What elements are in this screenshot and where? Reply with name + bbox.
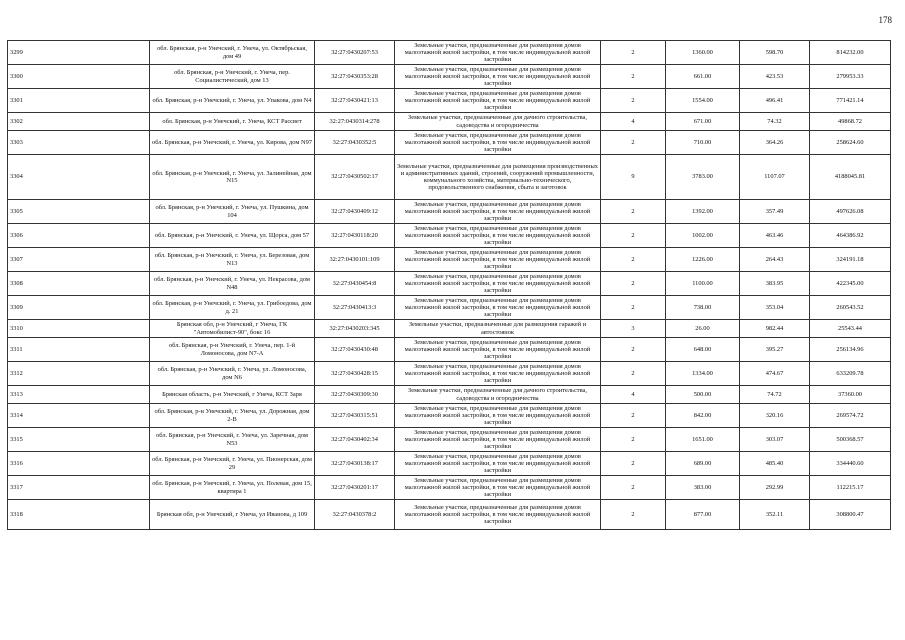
cadastral-number-cell: 32:27:0430402:34 — [315, 428, 395, 452]
specific-value-cell: 982.44 — [740, 320, 810, 338]
address-cell: обл. Брянская, р-н Унечский, г. Унеча, ул. Ломоносова, дом N6 — [150, 362, 315, 386]
cadastral-value-cell: 500368.57 — [810, 428, 891, 452]
specific-value-cell: 395.27 — [740, 338, 810, 362]
area-cell: 1100.00 — [666, 272, 740, 296]
row-number: 3305 — [8, 200, 150, 224]
address-cell: обл. Брянская, р-н Унечский, г. Унеча, ул. Некрасова, дом N48 — [150, 272, 315, 296]
cadastral-number-cell: 32:27:0430203:345 — [315, 320, 395, 338]
cadastral-number-cell: 32:27:0430201:17 — [315, 476, 395, 500]
specific-value-cell: 264.43 — [740, 248, 810, 272]
address-cell: обл. Брянская, р-н Унечский, г. Унеча, ул. Октябрьская, дом 49 — [150, 41, 315, 65]
group-number-cell: 3 — [601, 320, 666, 338]
cadastral-number-cell: 32:27:0430413:3 — [315, 296, 395, 320]
permitted-use-cell: Земельные участки, предназначенные для размещения домов малоэтажной жилой застройки, в том числе индивидуальной жилой застройки — [395, 131, 601, 155]
cadastral-number-cell: 32:27:0430502:17 — [315, 155, 395, 200]
address-cell: обл. Брянская, р-н Унечский, г. Унеча, КСТ Рассвет — [150, 113, 315, 131]
group-number-cell: 2 — [601, 89, 666, 113]
table-row — [8, 452, 891, 476]
group-number-cell: 2 — [601, 452, 666, 476]
cadastral-number-cell: 32:27:0430353:28 — [315, 65, 395, 89]
row-number: 3313 — [8, 386, 150, 404]
cadastral-value-cell: 269574.72 — [810, 404, 891, 428]
row-number: 3314 — [8, 404, 150, 428]
specific-value-cell: 357.49 — [740, 200, 810, 224]
table-row — [8, 386, 891, 404]
address-cell: обл. Брянская, р-н Унечский, г. Унеча, ул. Пионерская, дом 29 — [150, 452, 315, 476]
area-cell: 661.00 — [666, 65, 740, 89]
cadastral-number-cell: 32:27:0430101:109 — [315, 248, 395, 272]
cadastral-value-cell: 771421.14 — [810, 89, 891, 113]
address-cell: обл. Брянская, р-н Унечский, г. Унеча, ул. Полевая, дом 15, квартира 1 — [150, 476, 315, 500]
permitted-use-cell: Земельные участки, предназначенные для размещения домов малоэтажной жилой застройки, в том числе индивидуальной жилой застройки — [395, 224, 601, 248]
table-row — [8, 224, 891, 248]
area-cell: 3783.00 — [666, 155, 740, 200]
group-number-cell: 2 — [601, 362, 666, 386]
table-row — [8, 428, 891, 452]
specific-value-cell: 485.40 — [740, 452, 810, 476]
address-cell: обл. Брянская, р-н Унечский, г. Унеча, ул. Дорожная, дом 2-В — [150, 404, 315, 428]
row-number: 3303 — [8, 131, 150, 155]
table-row — [8, 113, 891, 131]
permitted-use-cell: Земельные участки, предназначенные для размещения гаражей и автостоянок — [395, 320, 601, 338]
table-row — [8, 155, 891, 200]
permitted-use-cell: Земельные участки, предназначенные для размещения домов малоэтажной жилой застройки, в том числе индивидуальной жилой застройки — [395, 362, 601, 386]
cadastral-value-cell: 497626.08 — [810, 200, 891, 224]
row-number: 3309 — [8, 296, 150, 320]
permitted-use-cell: Земельные участки, предназначенные для дачного строительства, садоводства и огородничества — [395, 386, 601, 404]
address-cell: Брянская область, р-н Унечский, г Унеча, КСТ Заря — [150, 386, 315, 404]
table-row — [8, 338, 891, 362]
specific-value-cell: 474.67 — [740, 362, 810, 386]
group-number-cell: 2 — [601, 338, 666, 362]
specific-value-cell: 598.70 — [740, 41, 810, 65]
group-number-cell: 2 — [601, 404, 666, 428]
cadastral-value-cell: 4188045.81 — [810, 155, 891, 200]
cadastral-number-cell: 32:27:0430309:30 — [315, 386, 395, 404]
permitted-use-cell: Земельные участки, предназначенные для размещения домов малоэтажной жилой застройки, в том числе индивидуальной жилой застройки — [395, 272, 601, 296]
address-cell: Брянская обл, р-н Унечский, г Унеча, ул Иванова, д 109 — [150, 500, 315, 530]
cadastral-number-cell: 32:27:0430409:12 — [315, 200, 395, 224]
specific-value-cell: 74.72 — [740, 386, 810, 404]
cadastral-value-cell: 814232.00 — [810, 41, 891, 65]
permitted-use-cell: Земельные участки, предназначенные для дачного строительства, садоводства и огородничества — [395, 113, 601, 131]
permitted-use-cell: Земельные участки, предназначенные для размещения домов малоэтажной жилой застройки, в том числе индивидуальной жилой застройки — [395, 428, 601, 452]
group-number-cell: 2 — [601, 65, 666, 89]
permitted-use-cell: Земельные участки, предназначенные для размещения домов малоэтажной жилой застройки, в том числе индивидуальной жилой застройки — [395, 41, 601, 65]
cadastral-value-cell: 258624.60 — [810, 131, 891, 155]
cadastral-value-cell: 334440.60 — [810, 452, 891, 476]
area-cell: 383.00 — [666, 476, 740, 500]
address-cell: обл. Брянская, р-н Унечский, г. Унеча, ул. Пушкина, дом 104 — [150, 200, 315, 224]
specific-value-cell: 353.04 — [740, 296, 810, 320]
cadastral-number-cell: 32:27:0430314:278 — [315, 113, 395, 131]
row-number: 3310 — [8, 320, 150, 338]
area-cell: 1360.00 — [666, 41, 740, 65]
row-number: 3312 — [8, 362, 150, 386]
group-number-cell: 2 — [601, 500, 666, 530]
cadastral-value-cell: 25543.44 — [810, 320, 891, 338]
area-cell: 877.00 — [666, 500, 740, 530]
area-cell: 1002.00 — [666, 224, 740, 248]
cadastral-value-cell: 633209.78 — [810, 362, 891, 386]
specific-value-cell: 303.07 — [740, 428, 810, 452]
row-number: 3302 — [8, 113, 150, 131]
group-number-cell: 2 — [601, 272, 666, 296]
permitted-use-cell: Земельные участки, предназначенные для размещения производственных и административных зданий, строений, сооружений промышленности, коммунального хозяйства, материально-технического, продовольственного снабжения, сбыта и заготовок — [395, 155, 601, 200]
address-cell: Брянская обл, р-н Унечский, г Унеча, ГК "Автомобилист-90", бокс 16 — [150, 320, 315, 338]
row-number: 3316 — [8, 452, 150, 476]
address-cell: обл. Брянская, р-н Унечский, г. Унеча, ул. Заречная, дом N53 — [150, 428, 315, 452]
specific-value-cell: 352.11 — [740, 500, 810, 530]
cadastral-value-cell: 308800.47 — [810, 500, 891, 530]
group-number-cell: 2 — [601, 131, 666, 155]
specific-value-cell: 423.53 — [740, 65, 810, 89]
group-number-cell: 2 — [601, 200, 666, 224]
cadastral-number-cell: 32:27:0430378:2 — [315, 500, 395, 530]
group-number-cell: 2 — [601, 224, 666, 248]
group-number-cell: 2 — [601, 41, 666, 65]
cadastral-value-cell: 256134.96 — [810, 338, 891, 362]
table-row — [8, 272, 891, 296]
cadastral-value-cell: 422345.00 — [810, 272, 891, 296]
permitted-use-cell: Земельные участки, предназначенные для размещения домов малоэтажной жилой застройки, в том числе индивидуальной жилой застройки — [395, 404, 601, 428]
cadastral-value-cell: 324191.18 — [810, 248, 891, 272]
row-number: 3311 — [8, 338, 150, 362]
area-cell: 1334.00 — [666, 362, 740, 386]
area-cell: 671.00 — [666, 113, 740, 131]
area-cell: 500.00 — [666, 386, 740, 404]
area-cell: 710.00 — [666, 131, 740, 155]
specific-value-cell: 1107.07 — [740, 155, 810, 200]
specific-value-cell: 496.41 — [740, 89, 810, 113]
row-number: 3308 — [8, 272, 150, 296]
land-registry-table — [7, 40, 891, 530]
cadastral-number-cell: 32:27:0430138:17 — [315, 452, 395, 476]
row-number: 3307 — [8, 248, 150, 272]
area-cell: 648.00 — [666, 338, 740, 362]
table-row — [8, 476, 891, 500]
group-number-cell: 2 — [601, 248, 666, 272]
permitted-use-cell: Земельные участки, предназначенные для размещения домов малоэтажной жилой застройки, в том числе индивидуальной жилой застройки — [395, 248, 601, 272]
specific-value-cell: 364.26 — [740, 131, 810, 155]
permitted-use-cell: Земельные участки, предназначенные для размещения домов малоэтажной жилой застройки, в том числе индивидуальной жилой застройки — [395, 200, 601, 224]
row-number: 3306 — [8, 224, 150, 248]
permitted-use-cell: Земельные участки, предназначенные для размещения домов малоэтажной жилой застройки, в том числе индивидуальной жилой застройки — [395, 296, 601, 320]
cadastral-number-cell: 32:27:0430352:5 — [315, 131, 395, 155]
permitted-use-cell: Земельные участки, предназначенные для размещения домов малоэтажной жилой застройки, в том числе индивидуальной жилой застройки — [395, 476, 601, 500]
address-cell: обл. Брянская, р-н Унечский, г. Унеча, пер. 1-й Ломоносова, дом N7-А — [150, 338, 315, 362]
area-cell: 1554.00 — [666, 89, 740, 113]
cadastral-value-cell: 49868.72 — [810, 113, 891, 131]
area-cell: 1226.00 — [666, 248, 740, 272]
table-row — [8, 320, 891, 338]
address-cell: обл. Брянская, р-н Унечский, г. Унеча, ул. Грибоедова, дом д. 21 — [150, 296, 315, 320]
address-cell: обл. Брянская, р-н Унечский, г. Унеча, ул. Залинейная, дом N15 — [150, 155, 315, 200]
row-number: 3315 — [8, 428, 150, 452]
permitted-use-cell: Земельные участки, предназначенные для размещения домов малоэтажной жилой застройки, в том числе индивидуальной жилой застройки — [395, 338, 601, 362]
table-row — [8, 362, 891, 386]
specific-value-cell: 463.46 — [740, 224, 810, 248]
table-row — [8, 200, 891, 224]
area-cell: 1392.00 — [666, 200, 740, 224]
row-number: 3300 — [8, 65, 150, 89]
specific-value-cell: 320.16 — [740, 404, 810, 428]
cadastral-value-cell: 464386.92 — [810, 224, 891, 248]
table-row — [8, 404, 891, 428]
specific-value-cell: 292.99 — [740, 476, 810, 500]
group-number-cell: 4 — [601, 113, 666, 131]
address-cell: обл. Брянская, р-н Унечский, г. Унеча, ул. Березовая, дом N13 — [150, 248, 315, 272]
row-number: 3299 — [8, 41, 150, 65]
address-cell: обл. Брянская, р-н Унечский, г. Унеча, пер. Социалистический, дом 13 — [150, 65, 315, 89]
permitted-use-cell: Земельные участки, предназначенные для размещения домов малоэтажной жилой застройки, в том числе индивидуальной жилой застройки — [395, 452, 601, 476]
specific-value-cell: 74.32 — [740, 113, 810, 131]
cadastral-number-cell: 32:27:0430428:15 — [315, 362, 395, 386]
cadastral-number-cell: 32:27:0430430:48 — [315, 338, 395, 362]
area-cell: 26.00 — [666, 320, 740, 338]
address-cell: обл. Брянская, р-н Унечский, г. Унеча, ул. Упакова, дом N4 — [150, 89, 315, 113]
row-number: 3304 — [8, 155, 150, 200]
table-row — [8, 89, 891, 113]
cadastral-number-cell: 32:27:0430207:53 — [315, 41, 395, 65]
group-number-cell: 2 — [601, 296, 666, 320]
table-row — [8, 65, 891, 89]
row-number: 3318 — [8, 500, 150, 530]
table-body — [8, 41, 891, 530]
group-number-cell: 2 — [601, 476, 666, 500]
cadastral-value-cell: 112215.17 — [810, 476, 891, 500]
table-row — [8, 296, 891, 320]
area-cell: 1651.00 — [666, 428, 740, 452]
address-cell: обл. Брянская, р-н Унечский, г. Унеча, ул. Кирова, дом N97 — [150, 131, 315, 155]
group-number-cell: 9 — [601, 155, 666, 200]
table-row — [8, 41, 891, 65]
cadastral-number-cell: 32:27:0430315:51 — [315, 404, 395, 428]
area-cell: 842.00 — [666, 404, 740, 428]
row-number: 3317 — [8, 476, 150, 500]
area-cell: 689.00 — [666, 452, 740, 476]
cadastral-value-cell: 260543.52 — [810, 296, 891, 320]
cadastral-value-cell: 279953.33 — [810, 65, 891, 89]
table-row — [8, 248, 891, 272]
permitted-use-cell: Земельные участки, предназначенные для размещения домов малоэтажной жилой застройки, в том числе индивидуальной жилой застройки — [395, 65, 601, 89]
group-number-cell: 4 — [601, 386, 666, 404]
area-cell: 738.00 — [666, 296, 740, 320]
page-number: 178 — [878, 15, 892, 25]
address-cell: обл. Брянская, р-н Унечский, г. Унеча, ул. Щорса, дом 57 — [150, 224, 315, 248]
permitted-use-cell: Земельные участки, предназначенные для размещения домов малоэтажной жилой застройки, в том числе индивидуальной жилой застройки — [395, 500, 601, 530]
row-number: 3301 — [8, 89, 150, 113]
group-number-cell: 2 — [601, 428, 666, 452]
specific-value-cell: 383.95 — [740, 272, 810, 296]
cadastral-number-cell: 32:27:0430421:13 — [315, 89, 395, 113]
cadastral-number-cell: 32:27:0430454:8 — [315, 272, 395, 296]
permitted-use-cell: Земельные участки, предназначенные для размещения домов малоэтажной жилой застройки, в том числе индивидуальной жилой застройки — [395, 89, 601, 113]
cadastral-number-cell: 32:27:0430118:20 — [315, 224, 395, 248]
table-row — [8, 131, 891, 155]
table-row — [8, 500, 891, 530]
cadastral-value-cell: 37360.00 — [810, 386, 891, 404]
